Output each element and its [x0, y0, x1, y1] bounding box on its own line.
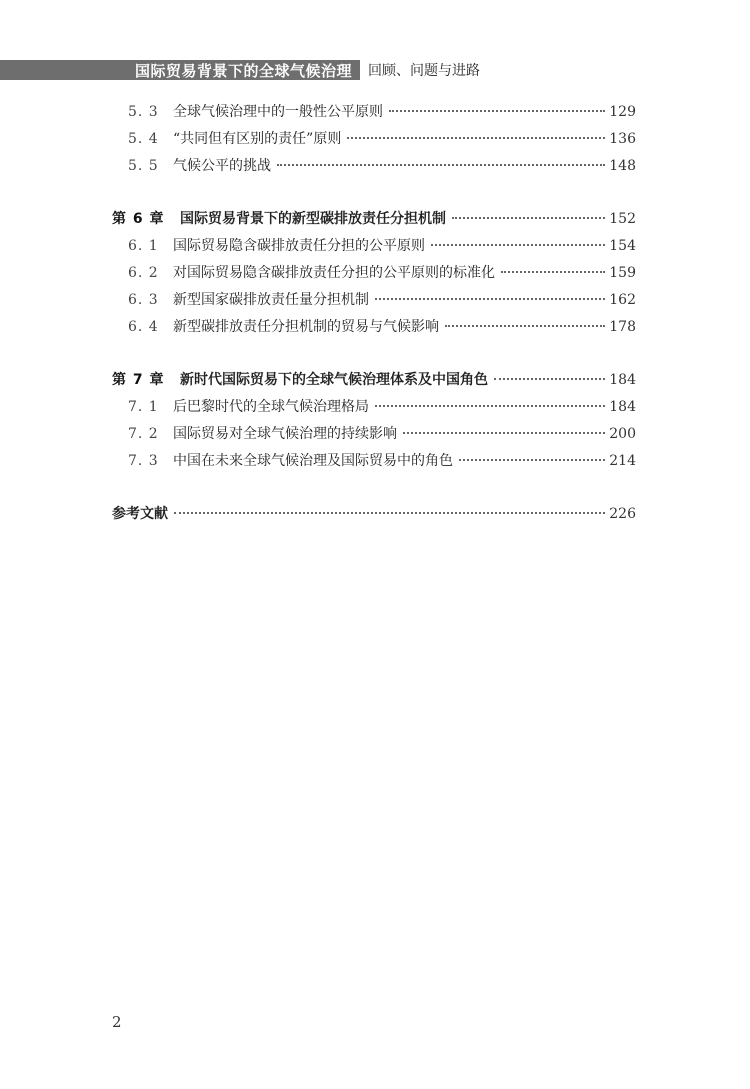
dot-leader [452, 216, 605, 219]
section-title: 新型碳排放责任分担机制的贸易与气候影响 [173, 319, 439, 335]
page-number: 226 [609, 506, 636, 522]
page-number: 148 [609, 158, 636, 174]
toc-entry-chapter-6[interactable] [112, 208, 636, 230]
dot-leader [403, 431, 605, 434]
chapter-number: 第 6 章 [112, 211, 165, 227]
section-title: 气候公平的挑战 [173, 158, 271, 174]
section-number: 6. 3 [128, 292, 159, 308]
page-number: 159 [609, 265, 636, 281]
dot-leader [431, 243, 605, 246]
toc-entry-5-3[interactable] [128, 101, 636, 123]
page-number: 152 [609, 211, 636, 227]
dot-leader [501, 270, 605, 273]
toc-entry-5-4[interactable] [128, 128, 636, 150]
book-subtitle: 回顾、问题与进路 [368, 63, 480, 79]
toc-entry-6-2[interactable] [128, 262, 636, 284]
section-title: 中国在未来全球气候治理及国际贸易中的角色 [173, 453, 453, 469]
section-title: 国际贸易对全球气候治理的持续影响 [173, 426, 397, 442]
page-number: 184 [609, 399, 636, 415]
section-number: 5. 4 [128, 131, 159, 147]
toc-entry-6-1[interactable] [128, 235, 636, 257]
page-number: 178 [609, 319, 636, 335]
dot-leader [277, 163, 605, 166]
page-number: 136 [609, 131, 636, 147]
toc-entry-7-2[interactable] [128, 423, 636, 445]
running-header-band [0, 60, 360, 80]
chapter-title: 国际贸易背景下的新型碳排放责任分担机制 [180, 211, 446, 227]
toc-entry-references[interactable] [112, 503, 636, 525]
section-number: 6. 2 [128, 265, 159, 281]
dot-leader [375, 404, 605, 407]
dot-leader [445, 324, 605, 327]
page-number: 162 [609, 292, 636, 308]
toc-entry-6-4[interactable] [128, 316, 636, 338]
section-title: “共同但有区别的责任”原则 [173, 131, 342, 147]
page-number: 129 [609, 104, 636, 120]
section-number: 5. 5 [128, 158, 159, 174]
page-number: 200 [609, 426, 636, 442]
book-title: 国际贸易背景下的全球气候治理 [134, 61, 352, 80]
toc-entry-5-5[interactable] [128, 155, 636, 177]
page-number: 184 [609, 372, 636, 388]
section-title: 对国际贸易隐含碳排放责任分担的公平原则的标准化 [173, 265, 495, 281]
section-number: 7. 3 [128, 453, 159, 469]
toc-entry-7-1[interactable] [128, 396, 636, 418]
section-number: 6. 4 [128, 319, 159, 335]
section-title: 国际贸易隐含碳排放责任分担的公平原则 [173, 238, 425, 254]
dot-leader [459, 458, 605, 461]
section-title: 后巴黎时代的全球气候治理格局 [173, 399, 369, 415]
toc-entry-chapter-7[interactable] [112, 369, 636, 391]
dot-leader [494, 377, 605, 380]
page-number: 214 [609, 453, 636, 469]
section-number: 5. 3 [128, 104, 159, 120]
running-header [0, 60, 750, 80]
dot-leader [347, 136, 605, 139]
section-title: 新型国家碳排放责任量分担机制 [173, 292, 369, 308]
chapter-number: 第 7 章 [112, 372, 165, 388]
toc-entry-7-3[interactable] [128, 450, 636, 472]
dot-leader [375, 297, 605, 300]
section-number: 7. 2 [128, 426, 159, 442]
dot-leader [389, 109, 605, 112]
section-number: 6. 1 [128, 238, 159, 254]
toc-entry-6-3[interactable] [128, 289, 636, 311]
section-title: 全球气候治理中的一般性公平原则 [173, 104, 383, 120]
dot-leader [174, 511, 605, 514]
page-number: 154 [609, 238, 636, 254]
references-title: 参考文献 [112, 506, 168, 522]
section-number: 7. 1 [128, 399, 159, 415]
chapter-title: 新时代国际贸易下的全球气候治理体系及中国角色 [180, 372, 488, 388]
page-folio: 2 [112, 1013, 122, 1031]
